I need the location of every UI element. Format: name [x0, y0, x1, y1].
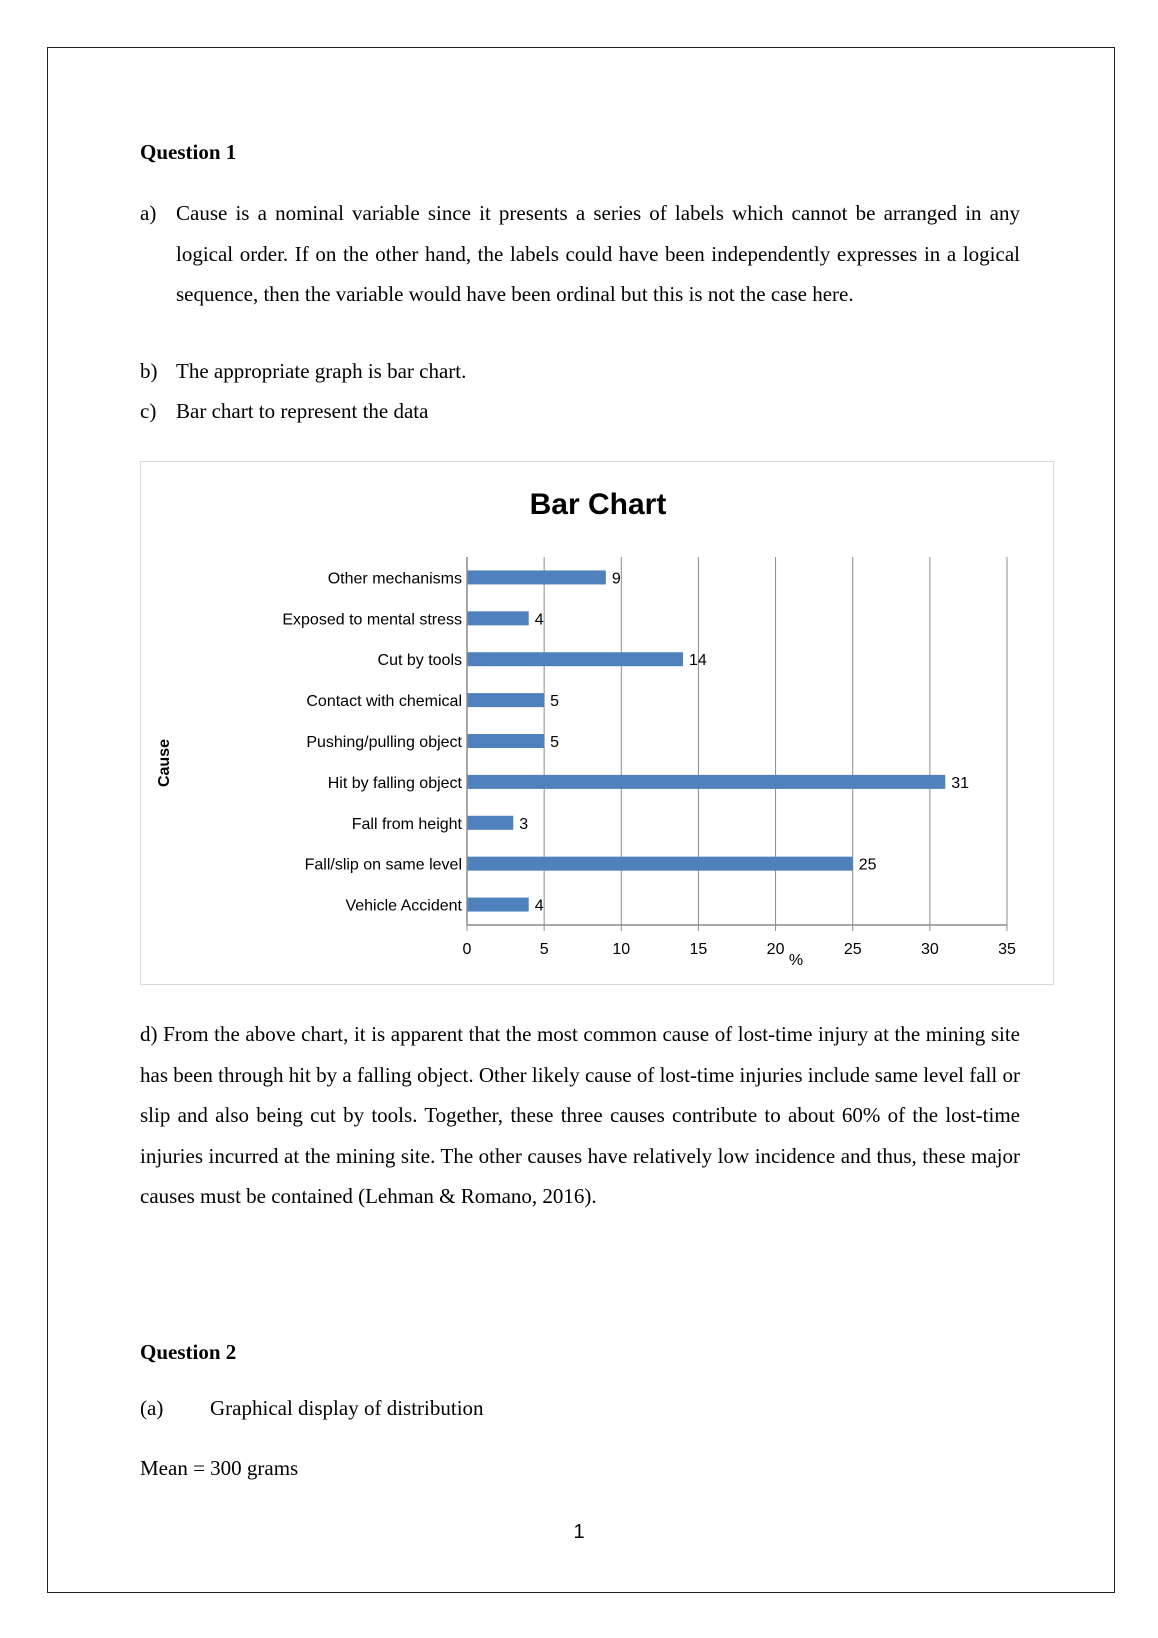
- question-1-heading: Question 1: [140, 140, 237, 164]
- data-label: 4: [534, 897, 544, 915]
- list-marker-c: c): [140, 399, 157, 423]
- chart-title: Bar Chart: [529, 488, 667, 521]
- mean-text: Mean = 300 grams: [140, 1456, 299, 1480]
- data-label: 25: [858, 856, 877, 874]
- question-2-heading: Question 2: [140, 1340, 237, 1364]
- chart-axes: [282, 557, 1016, 958]
- bar: [467, 734, 544, 748]
- question-2-item-a: [140, 1393, 484, 1423]
- y-axis-title: Cause: [156, 738, 173, 788]
- category-label: Contact with chemical: [306, 693, 462, 711]
- list-marker-b: b): [140, 359, 158, 383]
- data-label: 4: [534, 611, 544, 629]
- x-tick-label: 10: [612, 941, 631, 958]
- list-text-a: Cause is a nominal variable since it presents a series of labels which cannot be arranged in any logical order. If on the other hand, the labels could have been independently expresses in a logical sequence, then the variable would have been ordinal but this is not the case here.: [176, 201, 1020, 306]
- list-item-c: [140, 391, 1020, 432]
- x-tick-label: 35: [998, 941, 1016, 958]
- category-label: Fall/slip on same level: [304, 856, 462, 874]
- bar: [467, 570, 606, 584]
- page-number: 1: [573, 1521, 585, 1543]
- question-2-text-a: Graphical display of distribution: [210, 1396, 484, 1420]
- category-label: Exposed to mental stress: [282, 611, 462, 629]
- category-label: Hit by falling object: [327, 774, 462, 792]
- category-label: Vehicle Accident: [345, 897, 462, 915]
- list-text-c: Bar chart to represent the data: [176, 399, 429, 423]
- x-axis-title: %: [788, 952, 804, 969]
- bar: [467, 816, 513, 830]
- data-label: 3: [519, 815, 529, 833]
- bar: [467, 775, 945, 789]
- bar: [467, 857, 853, 871]
- data-label: 31: [951, 774, 970, 792]
- category-label: Pushing/pulling object: [306, 734, 462, 751]
- category-label: Other mechanisms: [327, 570, 462, 588]
- x-tick-label: 25: [843, 941, 862, 958]
- list-item-a: [140, 193, 1020, 315]
- x-tick-label: 30: [920, 941, 939, 958]
- paragraph-d: d) From the above chart, it is apparent that the most common cause of lost-time injury at the mining site has been through hit by a falling object. Other likely cause of lost-time injuries include same level fall or slip and also being cut by tools. Together, these three causes contribute to about 60% of the lost-time injuries incurred at the mining site. The other causes have relatively low incidence and thus, these major causes must be contained (Lehman & Romano, 2016).: [140, 1022, 1020, 1208]
- question-2-marker-a: (a): [140, 1396, 164, 1420]
- data-label: 9: [611, 570, 621, 588]
- bar: [467, 898, 529, 912]
- x-tick-label: 15: [689, 941, 708, 958]
- data-label: 5: [550, 734, 560, 751]
- category-label: Cut by tools: [377, 652, 462, 670]
- data-label: 14: [689, 652, 707, 670]
- x-tick-label: 0: [462, 941, 472, 958]
- bar-chart-svg: [141, 462, 1055, 986]
- data-label: 5: [550, 693, 560, 711]
- category-label: Fall from height: [351, 815, 462, 833]
- x-tick-label: 20: [766, 941, 785, 958]
- bar: [467, 611, 529, 625]
- bar: [467, 652, 683, 666]
- bar-chart: [140, 461, 1054, 985]
- list-item-b: [140, 351, 1020, 392]
- list-marker-a: a): [140, 201, 157, 225]
- x-tick-label: 5: [539, 941, 549, 958]
- bar: [467, 693, 544, 707]
- list-text-b: The appropriate graph is bar chart.: [176, 359, 467, 383]
